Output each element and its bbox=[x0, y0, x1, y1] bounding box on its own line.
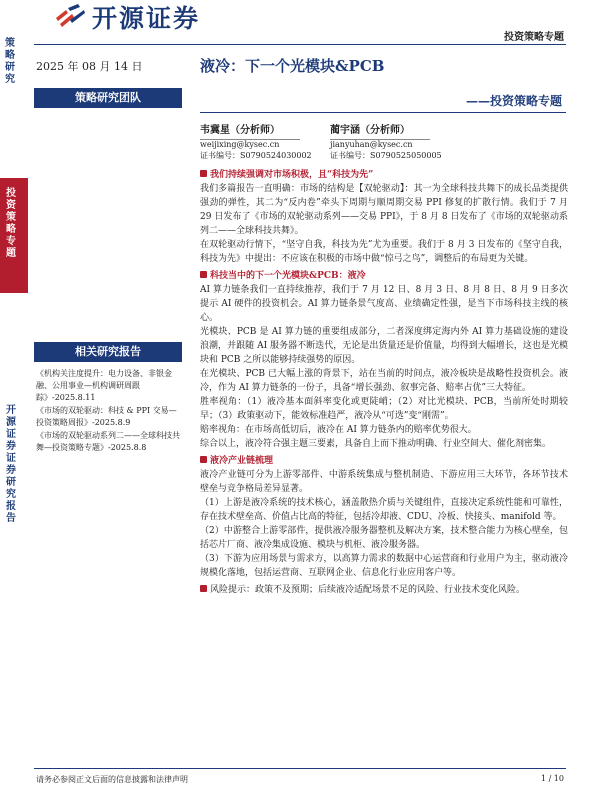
related-reports-label: 相关研究报告 bbox=[34, 342, 182, 362]
title-divider bbox=[200, 112, 566, 113]
analyst-name: 蔺宇涵（分析师） bbox=[330, 125, 410, 136]
header-category: 投资策略专题 bbox=[504, 32, 564, 43]
brand-name: 开源证券 bbox=[92, 4, 201, 33]
risk-note: 风险提示：政策不及预期；后续液冷适配场景不足的风险、行业技术变化风险。 bbox=[200, 583, 568, 597]
page-number: 1 / 10 bbox=[540, 774, 564, 783]
side-label-mid: 投资策略专题 bbox=[6, 188, 16, 259]
paragraph: 我们多篇报告一直明确：市场的结构是【双轮驱动】：其一为全球科技共舞下的成长品类提供强劲的弹性，其二为“反内卷”牵头下周期与顺周期交易 PPI 修复的扩散行情。我们于 7 月 29 日发布了《市场的双轮驱动系列——交易 PPI》，于 8 月 8 日发布了《市场的双轮驱动系列二——全球科技共舞》。 bbox=[200, 184, 568, 236]
analyst-card bbox=[200, 125, 312, 161]
page-subtitle: ——投资策略专题 bbox=[465, 94, 562, 108]
paragraph: 胜率视角：（1）液冷基本面斜率变化或更陡峭；（2）对比光模块、PCB，当前所处时期较早；（3）政策驱动下，能效标准趋严，液冷从“可选”变“刚需”。 bbox=[200, 397, 568, 421]
team-label: 策略研究团队 bbox=[34, 88, 182, 108]
brand-logo bbox=[54, 2, 200, 32]
analyst-email[interactable]: jianyuhan@kysec.cn bbox=[330, 140, 413, 149]
analyst-name: 韦冀星（分析师） bbox=[200, 125, 280, 136]
paragraph: （3）下游为应用场景与需求方，以高算力需求的数据中心运营商和行业用户为主，驱动液冷规模化落地，包括运营商、互联网企业、信息化行业应用客户等。 bbox=[200, 554, 568, 578]
related-report-link[interactable]: 《市场的双轮驱动系列二——全球科技共舞—投资策略专题》-2025.8.8 bbox=[36, 431, 180, 452]
analyst-email[interactable]: weijixing@kysec.cn bbox=[200, 140, 280, 149]
side-label-top: 策略研究 bbox=[5, 38, 15, 85]
bullet-icon bbox=[200, 271, 207, 278]
paragraph: （1）上游是液冷系统的技术核心，涵盖散热介质与关键组件，直接决定系统性能和可靠性，存在技术壁垒高、价值占比高的特征，包括冷却液、CDU、冷板、快接头、manifold 等。 bbox=[200, 498, 568, 522]
footer-divider bbox=[34, 768, 566, 769]
side-label-bottom: 开源证券 证券研究报告 bbox=[6, 405, 16, 524]
paragraph: 在光模块、PCB 已大幅上涨的背景下，站在当前的时间点，液冷板块是战略性投资机会。液冷，作为 AI 算力链条的一份子，具备“增长强劲、叙事完备、赔率占优”三大特征。 bbox=[200, 369, 568, 393]
paragraph: 光模块、PCB 是 AI 算力链的重要组成部分，二者深度绑定海内外 AI 算力基础设施的建设浪潮，并跟随 AI 服务器不断迭代，无论是出货量还是价值量，均得到大幅增长，这也是光模块和 PCB 之所以能够持续强势的原因。 bbox=[200, 327, 568, 365]
analyst-cert: 证书编号：S0790524030002 bbox=[200, 151, 312, 160]
paragraph: 综合以上，液冷符合强主题三要素，具备自上而下推动明确、行业空间大、催化剂密集。 bbox=[200, 439, 552, 449]
section-heading: 我们持续强调对市场积极，且“科技为先” bbox=[200, 168, 568, 182]
related-reports-list bbox=[36, 368, 182, 455]
header-divider bbox=[34, 44, 566, 45]
analyst-cert: 证书编号：S0790525050005 bbox=[330, 151, 442, 160]
paragraph: AI 算力链条我们一直持续推荐，我们于 7 月 12 日、8 月 3 日、8 月 8 日、8 月 9 日多次提示 AI 硬件的投资机会。AI 算力链条景气度高、业绩确定性强，是当下市场科技主线的核心。 bbox=[200, 285, 568, 323]
section-heading: 科技当中的下一个光模块&PCB：液冷 bbox=[200, 269, 568, 283]
related-report-link[interactable]: 《市场的双轮驱动：科技 & PPI 交易—投资策略周报》-2025.8.9 bbox=[36, 406, 177, 427]
section-heading: 液冷产业链梳理 bbox=[200, 454, 568, 468]
paragraph: 在双轮驱动行情下，“坚守自我，科技为先”尤为重要。我们于 8 月 3 日发布的《坚守自我，科技为先》中提出：不应该在积极的市场中做“惊弓之鸟”，调整后的布局更为关键。 bbox=[200, 240, 568, 264]
bullet-icon bbox=[200, 585, 207, 592]
analyst-card bbox=[330, 125, 442, 161]
bullet-icon bbox=[200, 170, 207, 177]
report-date: 2025 年 08 月 14 日 bbox=[36, 60, 143, 73]
footer-disclaimer: 请务必参阅正文后面的信息披露和法律声明 bbox=[36, 775, 188, 784]
paragraph: 赔率视角：在市场高低切后，液冷在 AI 算力链条内的赔率优势很大。 bbox=[200, 425, 477, 435]
paragraph: 液冷产业链可分为上游零部件、中游系统集成与整机制造、下游应用三大环节，各环节技术壁垒与竞争格局差异显著。 bbox=[200, 470, 568, 494]
related-report-link[interactable]: 《机构关注度提升：电力设备、非银金融、公用事业—机构调研周跟踪》-2025.8.11 bbox=[36, 369, 172, 402]
brand-logo-icon bbox=[54, 4, 86, 30]
page-title: 液冷：下一个光模块&PCB bbox=[200, 57, 385, 75]
paragraph: （2）中游整合上游零部件，提供液冷服务器整机及解决方案，技术整合能力为核心壁垒，包括芯片厂商、液冷集成设施、模块与机柜、液冷服务器。 bbox=[200, 526, 568, 550]
main-content bbox=[200, 168, 568, 597]
bullet-icon bbox=[200, 456, 207, 463]
